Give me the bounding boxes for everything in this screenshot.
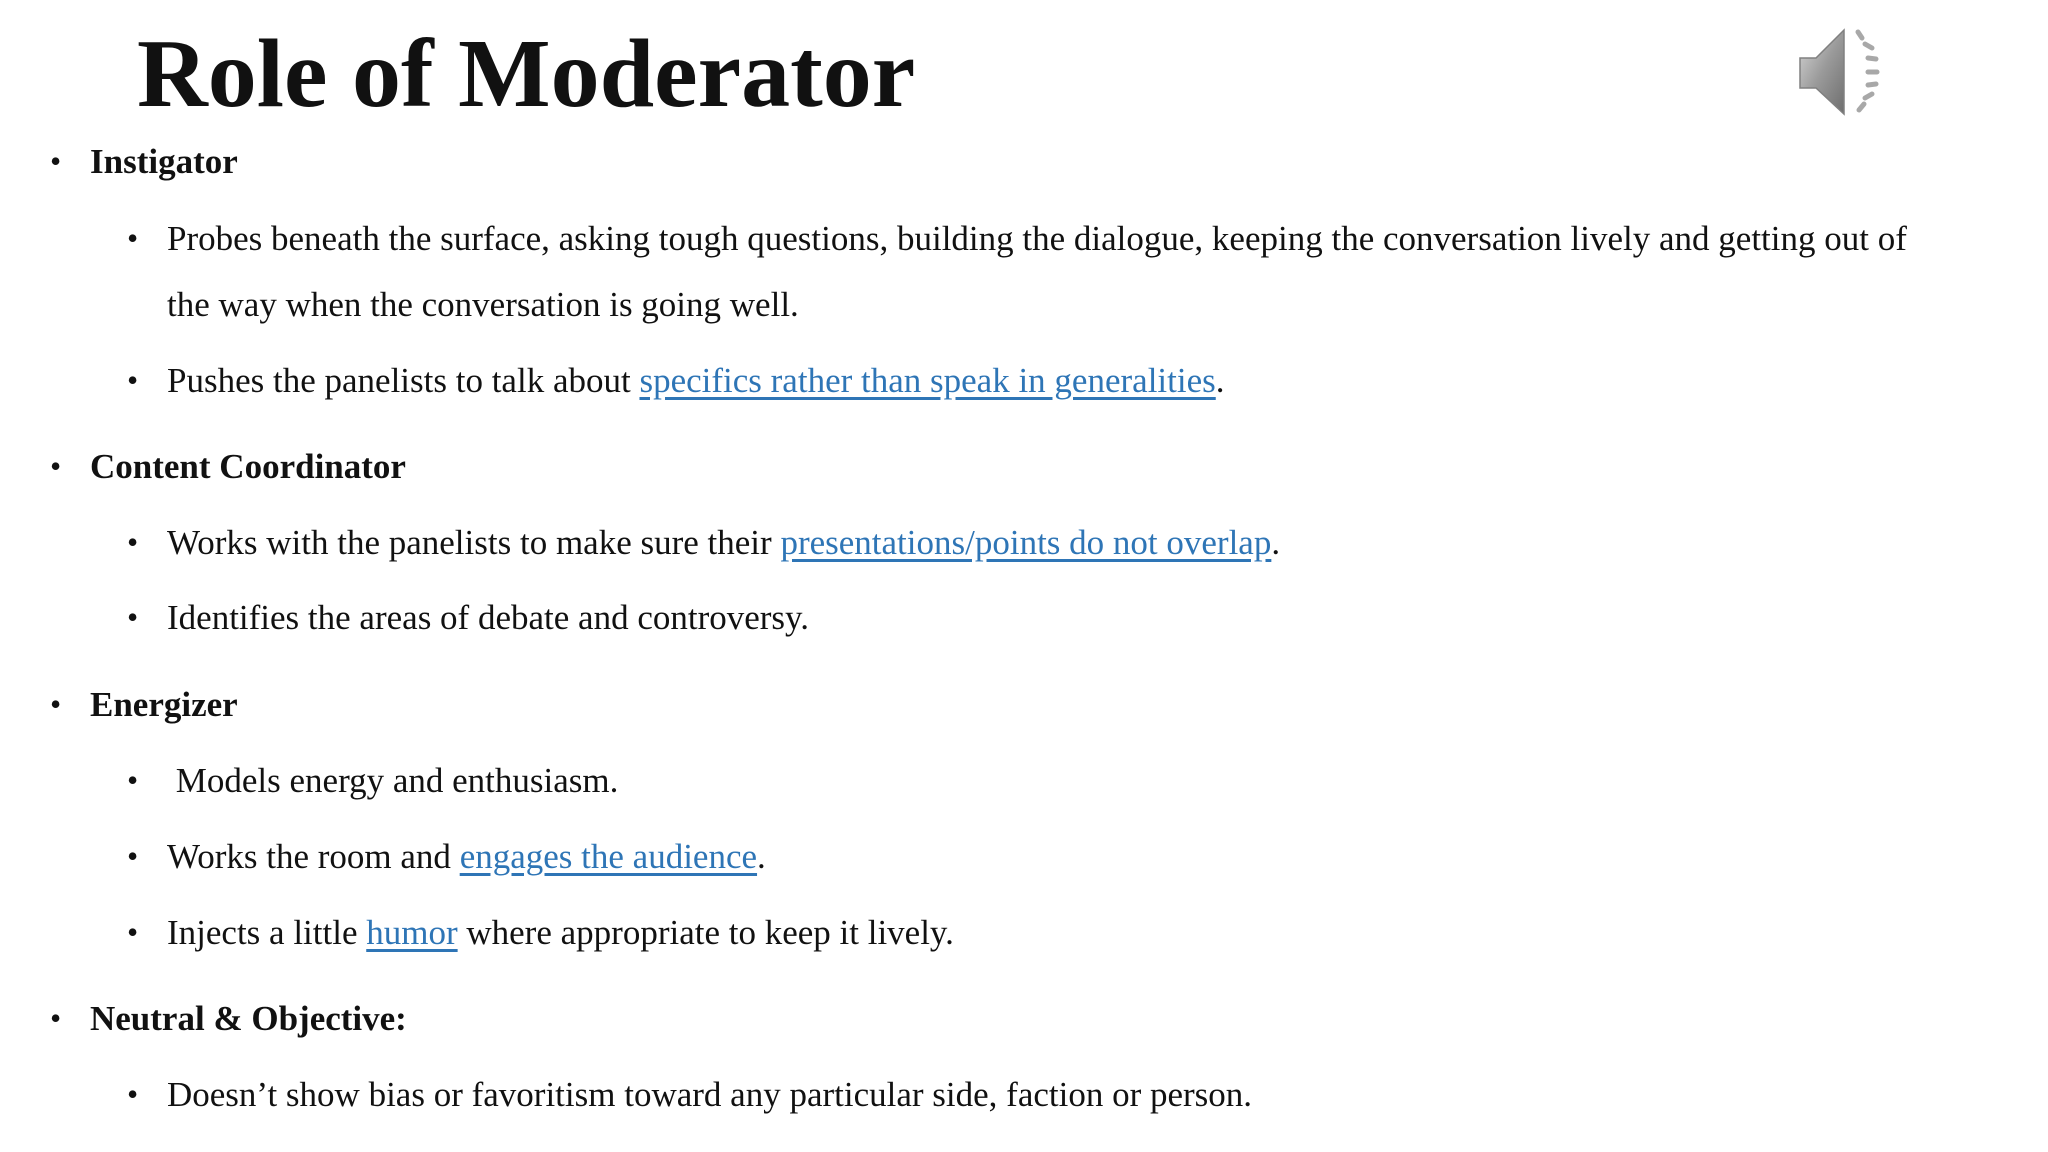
- list-item-text: .: [1215, 361, 1225, 400]
- list-item-text: Probes beneath the surface, asking tough questions, building the dialogue, keeping the conversation lively and getting out of: [167, 219, 1907, 258]
- bullet-icon: •: [127, 1076, 139, 1112]
- list-item-text: Identifies the areas of debate and controversy.: [167, 598, 810, 637]
- bullet-icon: •: [127, 762, 139, 798]
- bullet-icon: •: [50, 448, 62, 484]
- list-item: [167, 824, 766, 889]
- bullet-icon: •: [127, 599, 139, 635]
- list-item-text: Works with the panelists to make sure their: [167, 523, 781, 562]
- link-engages-audience[interactable]: engages the audience: [459, 837, 758, 876]
- slide-title: Role of Moderator: [137, 20, 916, 128]
- section-heading-neutral-objective: Neutral & Objective:: [90, 999, 407, 1038]
- list-item: [167, 900, 954, 965]
- list-item: [167, 348, 1225, 413]
- list-item-text: .: [1271, 523, 1281, 562]
- bullet-icon: •: [127, 838, 139, 874]
- bullet-icon: •: [50, 143, 62, 179]
- list-item-text: the way when the conversation is going well.: [167, 285, 799, 324]
- bullet-icon: •: [50, 1000, 62, 1036]
- list-item-text: Models energy and enthusiasm.: [167, 761, 619, 800]
- section-heading-energizer: Energizer: [90, 685, 238, 724]
- list-item-text: where appropriate to keep it lively.: [457, 913, 954, 952]
- list-item-text: Pushes the panelists to talk about: [167, 361, 640, 400]
- list-item: [167, 510, 1280, 575]
- list-item-text: .: [757, 837, 766, 876]
- list-item-text: Doesn’t show bias or favoritism toward any particular side, faction or person.: [167, 1075, 1253, 1114]
- section-heading-content-coordinator: Content Coordinator: [90, 447, 406, 486]
- bullet-icon: •: [127, 524, 139, 560]
- link-specifics[interactable]: specifics rather than speak in generalities: [639, 361, 1216, 400]
- link-humor[interactable]: humor: [366, 913, 458, 952]
- list-item-text: Works the room and: [167, 837, 460, 876]
- list-item-text: Injects a little: [167, 913, 367, 952]
- bullet-icon: •: [127, 362, 139, 398]
- link-presentations[interactable]: presentations/points do not overlap: [780, 523, 1272, 562]
- bullet-icon: •: [127, 220, 139, 256]
- section-heading-instigator: Instigator: [90, 142, 238, 181]
- bullet-icon: •: [50, 686, 62, 722]
- bullet-icon: •: [127, 914, 139, 950]
- speaker-icon[interactable]: [1794, 22, 1896, 120]
